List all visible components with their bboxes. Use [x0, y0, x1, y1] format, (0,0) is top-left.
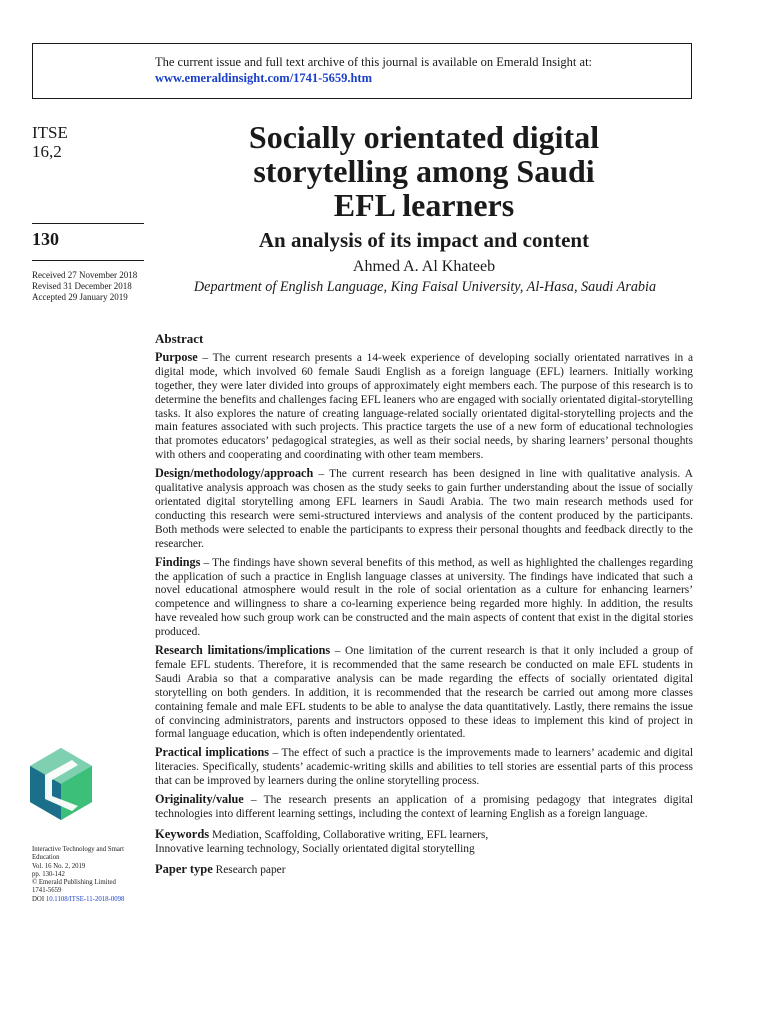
received-date: Received 27 November 2018	[32, 270, 138, 280]
revised-date: Revised 31 December 2018	[32, 281, 132, 291]
section-text: The current research presents a 14-week experience of developing socially orientated narratives in a digital mode, which involved 60 female Saudi English as a foreign language (EFL) learners. Initially working together, they were later divided into groups of approximately eight members each. The purpose of this research is to determine the benefits and challenges facing EFL leaners who are engaged with socially orientated digital-storytelling tasks. It also explores the nature of creating language-related socially orientated digital-storytelling projects and the main features associated with such projects. This practice targets the use of a new form of educational technologies that promotes educators’ pedagogical strategies, as well as their social needs, by sharing learners’ personal thoughts with others and cooperating and coordinating with other team members.	[155, 351, 694, 462]
journal-abbrev: ITSE	[32, 123, 68, 142]
abstract	[155, 332, 693, 882]
article-title	[160, 120, 688, 222]
submission-dates	[32, 270, 137, 303]
section-text: The current research has been designed in line with qualitative analysis. A qualitative analysis approach was chosen as the study seeks to gain further understanding about the issue of socially orientated digital storytelling among EFL learners in Saudi Arabia. The two main research methods used for conducting this research were semi-structured interviews and analysis of the content produced by the participants. Both methods were selected to enable the participants to express their personal thoughts and feedback directly to the researcher.	[155, 468, 693, 550]
keywords-line: Mediation, Scaffolding, Collaborative writing, EFL learners,	[212, 828, 489, 841]
keywords	[155, 828, 693, 857]
abstract-practical: Practical implications – The effect of such a practice is the improvements made to learners’ academic and digital literacies. Specifically, students’ academic-writing skills and abilities to tell stories are essential parts of this process that can be improved by learners during the online storytelling process.	[155, 745, 693, 788]
keywords-label: Keywords	[155, 826, 210, 841]
paper-type	[155, 863, 693, 878]
journal-url-link[interactable]: www.emeraldinsight.com/1741-5659.htm	[155, 71, 372, 85]
volume-issue: 16,2	[32, 142, 62, 161]
abstract-design: Design/methodology/approach – The current research has been designed in line with qualitative analysis. A qualitative analysis approach was chosen as the study seeks to gain further understanding about the issue of socially orientated digital storytelling among EFL learners in Saudi Arabia. The two main research methods used for conducting this research were semi-structured interviews and analysis of the content produced by the participants. Both methods were selected to enable the participants to express their personal thoughts and feedback directly to the researcher.	[155, 466, 693, 550]
journal-metadata	[32, 846, 150, 904]
meta-line: Vol. 16 No. 2, 2019	[32, 862, 86, 870]
page-number: 130	[32, 229, 59, 249]
title-line: EFL learners	[333, 187, 515, 223]
abstract-purpose: Purpose – The current research presents a 14-week experience of developing socially orientated narratives in a digital mode, which involved 60 female Saudi English as a foreign language (EFL) learners. Initially working together, they were later divided into groups of approximately eight members each. The purpose of this research is to determine the benefits and challenges facing EFL leaners who are engaged with socially orientated digital-storytelling tasks. It also explores the nature of creating language-related socially orientated digital-storytelling projects and the main features associated with such projects. This practice targets the use of a new form of educational technologies that promotes educators’ pedagogical strategies, as well as their social needs, by sharing learners’ personal thoughts with others and cooperating and coordinating with other team members.	[155, 349, 694, 462]
author-affiliation: Department of English Language, King Faisal University, Al-Hasa, Saudi Arabia	[193, 279, 657, 295]
accepted-date: Accepted 29 January 2019	[32, 292, 128, 302]
article-subtitle: An analysis of its impact and content	[258, 228, 590, 252]
paper-type-value: Research paper	[215, 863, 286, 876]
meta-line: © Emerald Publishing Limited	[32, 879, 116, 887]
section-text: One limitation of the current research is that it only included a group of female EFL students. Therefore, it is recommended that the same research be conducted on male EFL students in Saudi Arabia so that a comparative analysis can be made regarding the effects of socially orientated digital storytelling on both genders. In addition, it is recommended that the research be carried out among more classes containing female and male EFL students to be able to analyse the data quantitatively. Lastly, there remains the issue of convincing administrators, parents and instructors opposed to these ideas to implement this kind of project in formal language education, which is often independently orientated.	[155, 645, 693, 741]
section-label: Practical implications	[155, 745, 270, 760]
doi-line	[32, 896, 150, 904]
abstract-originality: Originality/value – The research presents an application of a promising pedagogy that integrates digital technologies into different learning settings, including the context of learning English as a foreign language.	[155, 792, 693, 820]
notice-text: The current issue and full text archive of this journal is available on Emerald Insight at:	[155, 55, 593, 69]
abstract-heading: Abstract	[155, 331, 204, 346]
section-label: Research limitations/implications	[155, 643, 331, 658]
doi-label: DOI	[32, 895, 45, 903]
section-text: The research presents an application of a promising pedagogy that integrates digital technologies into different learning settings, including the context of learning English as a foreign language.	[155, 794, 693, 820]
publisher-logo-icon	[30, 748, 92, 820]
paper-type-label: Paper type	[155, 861, 213, 876]
abstract-limitations: Research limitations/implications – One limitation of the current research is that it only included a group of female EFL students. Therefore, it is recommended that the same research be conducted on male EFL students in Saudi Arabia so that a comparative analysis can be made regarding the effects of socially orientated digital storytelling on both genders. In addition, it is recommended that the research be carried out among more classes containing female and male EFL students to be able to analyse the data quantitatively. Lastly, there remains the issue of convincing administrators, parents and instructors opposed to these ideas to implement this kind of project in formal language education, which is often independently orientated.	[155, 643, 693, 741]
journal-code	[32, 123, 68, 161]
sidebar-divider-bottom	[32, 260, 144, 261]
meta-line: Interactive Technology and Smart	[32, 846, 125, 853]
section-label: Purpose	[155, 349, 198, 364]
section-label: Originality/value	[155, 792, 244, 807]
abstract-findings: Findings – The findings have shown several benefits of this method, as well as highlighted the challenges regarding the application of such a practice in English language classes at university. The findings have indicated that such a novel educational atmosphere would result in the role of social orientation as a culture for enhancing learners’ competence and willingness to share a co-learning experience being regarded more highly. In addition, the results have revealed how such group work can be constructed and the main aspects of content that exist in the digital stories produced.	[155, 554, 693, 639]
sidebar-divider-top	[32, 223, 144, 224]
meta-line: 1741-5659	[32, 887, 62, 895]
section-label: Design/methodology/approach	[155, 466, 314, 481]
section-text: The effect of such a practice is the improvements made to learners’ academic and digital literacies. Specifically, students’ academic-writing skills and abilities to tell stories are essential parts of this process that can be improved by learners during the online storytelling process.	[155, 747, 693, 788]
author-name: Ahmed A. Al Khateeb	[352, 258, 496, 275]
title-line: storytelling among Saudi	[253, 153, 595, 189]
meta-line: pp. 130-142	[32, 870, 65, 878]
title-line: Socially orientated digital	[248, 119, 600, 155]
journal-access-notice	[32, 43, 692, 99]
section-text: The findings have shown several benefits of this method, as well as highlighted the challenges regarding the application of such a practice in English language classes at university. The findings have indicated that such a novel educational atmosphere would result in the role of social orientation as a culture for enhancing learners’ competence and willingness to share a co-learning experience being regarded more highly. In addition, the results have revealed how such group work can be constructed and the main aspects of content that exist in the digital stories produced.	[155, 556, 693, 639]
section-label: Findings	[155, 554, 201, 569]
keywords-line: Innovative learning technology, Socially orientated digital storytelling	[155, 842, 475, 855]
meta-line: Education	[32, 854, 60, 862]
doi-link[interactable]: 10.1108/ITSE-11-2018-0098	[45, 895, 125, 903]
